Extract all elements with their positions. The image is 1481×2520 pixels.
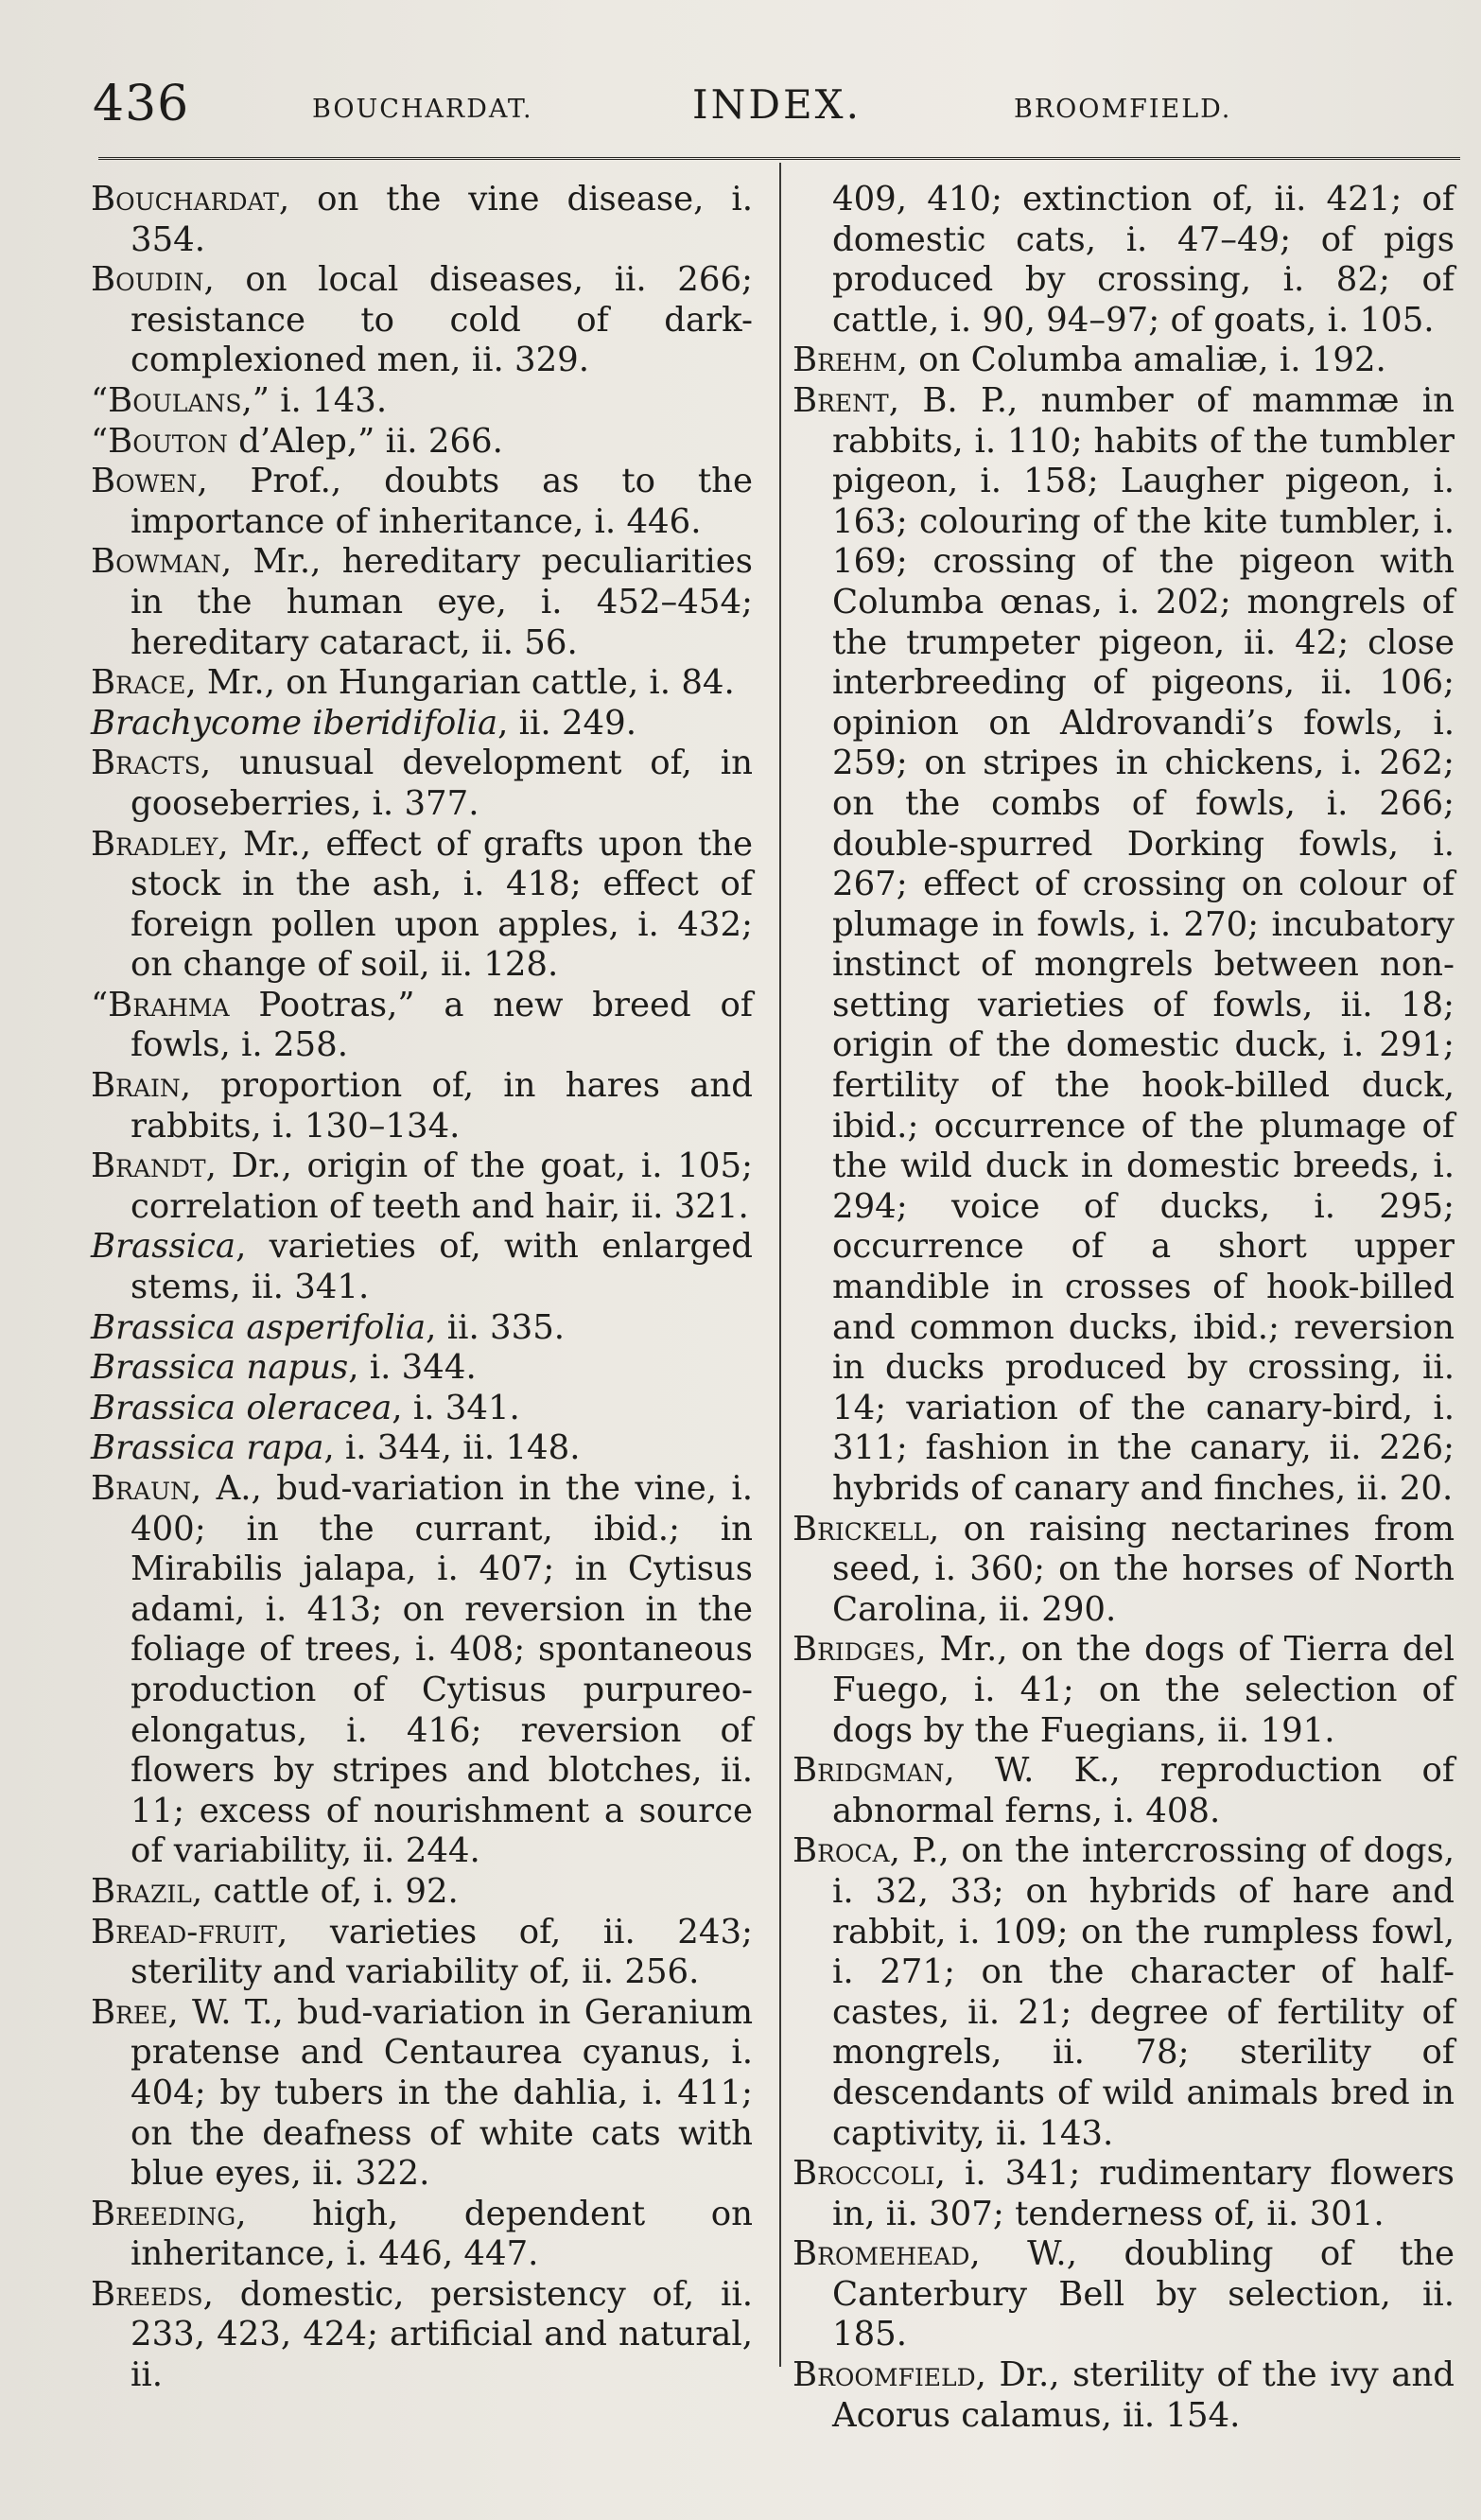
entry-text: d’Alep,” ii. 266. bbox=[227, 421, 503, 461]
index-entry bbox=[91, 986, 753, 1066]
entry-text: , Mr., hereditary peculiarities in the human eye, i. 452–454; hereditary cataract, ii. 56. bbox=[131, 542, 753, 662]
index-entry bbox=[91, 663, 753, 704]
entry-text: , W. T., bud-variation in Geranium pratense and Centaurea cyanus, i. 404; by tubers in the dahlia, i. 411; on the deafness of white cats with blue eyes, ii. 322. bbox=[131, 1992, 753, 2194]
entry-headword: Brandt bbox=[91, 1146, 206, 1186]
index-entry bbox=[793, 341, 1455, 381]
entry-text: i. 143. bbox=[269, 380, 388, 420]
entry-text: , proportion of, in hares and rabbits, i. 130–134. bbox=[131, 1066, 753, 1146]
entry-text: , A., bud-variation in the vine, i. 400; in the currant, ibid.; in Mirabilis jalapa, i. 407; in Cytisus adami, i. 413; on reversion in the foliage of trees, i. 408; spontaneous production of Cytisus purpureo-elongatus, i. 416; reversion of flowers by stripes and blotches, ii. 11; excess of nourishment a source of variability, ii. 244. bbox=[131, 1469, 753, 1871]
entry-taxon: Brassica bbox=[91, 1227, 236, 1267]
index-entry bbox=[793, 381, 1455, 1510]
index-entry bbox=[91, 1469, 753, 1872]
entry-text: , Dr., sterility of the ivy and Acorus calamus, ii. 154. bbox=[832, 2355, 1455, 2435]
entry-headword: Bouchardat bbox=[91, 180, 279, 219]
entry-text: , varieties of, ii. 243; sterility and variability of, ii. 256. bbox=[131, 1912, 753, 1992]
index-entry bbox=[91, 542, 753, 663]
entry-headword: Bromehead bbox=[793, 2234, 970, 2274]
header-rule bbox=[98, 157, 1460, 160]
index-entry bbox=[91, 1428, 753, 1469]
entry-text: , i. 344, ii. 148. bbox=[323, 1428, 581, 1468]
entry-headword: Brickell bbox=[793, 1509, 930, 1549]
entry-taxon: Brassica oleracea bbox=[91, 1388, 392, 1427]
entry-headword: Braun bbox=[91, 1469, 191, 1508]
entry-headword: Bread-fruit bbox=[91, 1912, 278, 1951]
index-entry bbox=[91, 1872, 753, 1913]
index-column-left bbox=[91, 180, 753, 2396]
index-entry bbox=[793, 2154, 1455, 2234]
entry-headword: Broccoli bbox=[793, 2154, 935, 2194]
entry-headword: Bridgman bbox=[793, 1751, 945, 1791]
entry-headword: Breeds bbox=[91, 2274, 203, 2314]
entry-text: , P., on the intercrossing of dogs, i. 32, 33; on hybrids of hare and rabbit, i. 109; on the rumpless fowl, i. 271; on the character of half-castes, ii. 21; degree of fertility of mongrels, ii. 78; sterility of descendants of wild animals bred in captivity, ii. 143. bbox=[832, 1831, 1455, 2153]
index-entry bbox=[91, 1993, 753, 2195]
entry-headword: Bridges bbox=[793, 1630, 916, 1670]
entry-headword: Brazil bbox=[91, 1871, 192, 1911]
entry-headword: Brain bbox=[91, 1066, 181, 1106]
index-entry bbox=[793, 2355, 1455, 2436]
entry-text: , ii. 249. bbox=[497, 703, 636, 743]
entry-text: , Mr., on Hungarian cattle, i. 84. bbox=[185, 663, 735, 703]
index-entry bbox=[91, 825, 753, 986]
entry-text: , varieties of, with enlarged stems, ii. 341. bbox=[131, 1227, 753, 1307]
entry-headword: “Bouton bbox=[91, 421, 228, 461]
index-entry bbox=[91, 462, 753, 542]
entry-headword: Brace bbox=[91, 663, 186, 703]
entry-text: , Prof., doubts as to the importance of inheritance, i. 446. bbox=[131, 462, 753, 541]
running-head-center: INDEX. bbox=[692, 81, 862, 128]
entry-headword: “Boulans,” bbox=[91, 380, 270, 420]
entry-text: , high, dependent on inheritance, i. 446, 447. bbox=[131, 2194, 753, 2274]
index-entry bbox=[91, 422, 753, 463]
index-entry bbox=[91, 1227, 753, 1307]
entry-text: , ii. 335. bbox=[426, 1307, 566, 1347]
index-entry bbox=[793, 1751, 1455, 1831]
entry-text: , unusual development of, in gooseberries, i. 377. bbox=[131, 744, 753, 823]
entry-text: , W., doubling of the Canterbury Bell by selection, ii. 185. bbox=[832, 2234, 1455, 2354]
entry-text: , domestic, persistency of, ii. 233, 423, 424; artificial and natural, ii. bbox=[131, 2274, 753, 2395]
index-entry bbox=[793, 2234, 1455, 2355]
index-entry bbox=[793, 1510, 1455, 1631]
page-number: 436 bbox=[93, 76, 190, 132]
entry-headword: Bowen bbox=[91, 462, 198, 501]
entry-headword: “Brahma bbox=[91, 985, 230, 1024]
index-entry bbox=[91, 1913, 753, 1993]
entry-taxon: Brassica rapa bbox=[91, 1428, 324, 1468]
index-entry bbox=[91, 704, 753, 744]
index-column-right bbox=[793, 180, 1455, 2436]
index-entry bbox=[91, 260, 753, 381]
entry-text: , on local diseases, ii. 266; resistance to cold of dark-complexioned men, ii. 329. bbox=[131, 260, 753, 380]
entry-text: , on Columba amaliæ, i. 192. bbox=[897, 341, 1386, 380]
entry-taxon: Brassica napus bbox=[91, 1348, 349, 1388]
entry-text: 409, 410; extinction of, ii. 421; of domestic cats, i. 47–49; of pigs produced by crossing, i. 82; of cattle, i. 90, 94–97; of goats, i. 105. bbox=[832, 180, 1455, 340]
entry-text: , i. 341. bbox=[392, 1388, 520, 1427]
entry-text: , i. 341; rudimentary flowers in, ii. 307; tenderness of, ii. 301. bbox=[832, 2154, 1455, 2233]
entry-headword: Bree bbox=[91, 1992, 168, 2032]
page-header bbox=[0, 68, 1481, 144]
index-entry bbox=[91, 2275, 753, 2396]
index-entry bbox=[91, 2195, 753, 2275]
index-entry bbox=[91, 1348, 753, 1389]
running-head-right: BROOMFIELD. bbox=[1014, 95, 1232, 124]
entry-text: , on the vine disease, i. 354. bbox=[131, 180, 753, 259]
entry-text: , Dr., origin of the goat, i. 105; correlation of teeth and hair, ii. 321. bbox=[131, 1146, 753, 1226]
entry-text: , W. K., reproduction of abnormal ferns, i. 408. bbox=[832, 1751, 1455, 1830]
entry-headword: Broca bbox=[793, 1831, 890, 1871]
column-divider bbox=[779, 163, 781, 2367]
entry-text: , Mr., on the dogs of Tierra del Fuego, i. 41; on the selection of dogs by the Fuegians, ii. 191. bbox=[832, 1630, 1455, 1750]
index-entry bbox=[793, 1630, 1455, 1751]
entry-headword: Boudin bbox=[91, 260, 204, 300]
index-entry bbox=[91, 1308, 753, 1349]
index-entry bbox=[91, 180, 753, 260]
entry-headword: Bradley bbox=[91, 824, 218, 864]
entry-headword: Bowman bbox=[91, 542, 221, 582]
index-entry bbox=[793, 1831, 1455, 2154]
entry-text: Pootras,” a new breed of fowls, i. 258. bbox=[131, 985, 753, 1065]
index-entry bbox=[91, 381, 753, 422]
entry-headword: Brehm bbox=[793, 341, 897, 380]
index-entry bbox=[91, 744, 753, 824]
entry-taxon: Brassica asperifolia bbox=[91, 1307, 427, 1347]
entry-headword: Broomfield bbox=[793, 2355, 976, 2395]
entry-text: , on raising nectarines from seed, i. 360; on the horses of North Carolina, ii. 290. bbox=[832, 1509, 1455, 1629]
entry-text: , cattle of, i. 92. bbox=[191, 1871, 459, 1911]
index-entry bbox=[91, 1389, 753, 1429]
entry-headword: Breeding bbox=[91, 2194, 236, 2233]
running-head-left: BOUCHARDAT. bbox=[312, 95, 533, 124]
entry-text: , i. 344. bbox=[348, 1348, 477, 1388]
entry-headword: Brent bbox=[793, 380, 889, 420]
entry-taxon: Brachycome iberidifolia bbox=[91, 703, 498, 743]
entry-text: , B. P., number of mammæ in rabbits, i. 110; habits of the tumbler pigeon, i. 158; Laugher pigeon, i. 163; colouring of the kite tumbler, i. 169; crossing of the pigeon with Columba œnas, i. 202; mongrels of the trumpeter pigeon, ii. 42; close interbreeding of pigeons, ii. 106; opinion on Aldrovandi’s fowls, i. 259; on stripes in chickens, i. 262; on the combs of fowls, i. 266; double-spurred Dorking fowls, i. 267; effect of crossing on colour of plumage in fowls, i. 270; incubatory instinct of mongrels between non-setting varieties of fowls, ii. 18; origin of the domestic duck, i. 291; fertility of the hook-billed duck, ibid.; occurrence of the plumage of the wild duck in domestic breeds, i. 294; voice of ducks, i. 295; occurrence of a short upper mandible in crosses of hook-billed and common ducks, ibid.; reversion in ducks produced by crossing, ii. 14; variation of the canary-bird, i. 311; fashion in the canary, ii. 226; hybrids of canary and finches, ii. 20. bbox=[832, 380, 1455, 1508]
index-entry-continuation bbox=[793, 180, 1455, 341]
entry-headword: Bracts bbox=[91, 744, 200, 783]
index-entry bbox=[91, 1146, 753, 1227]
entry-text: , Mr., effect of grafts upon the stock in the ash, i. 418; effect of foreign pollen upon apples, i. 432; on change of soil, ii. 128. bbox=[131, 824, 753, 985]
index-entry bbox=[91, 1066, 753, 1146]
